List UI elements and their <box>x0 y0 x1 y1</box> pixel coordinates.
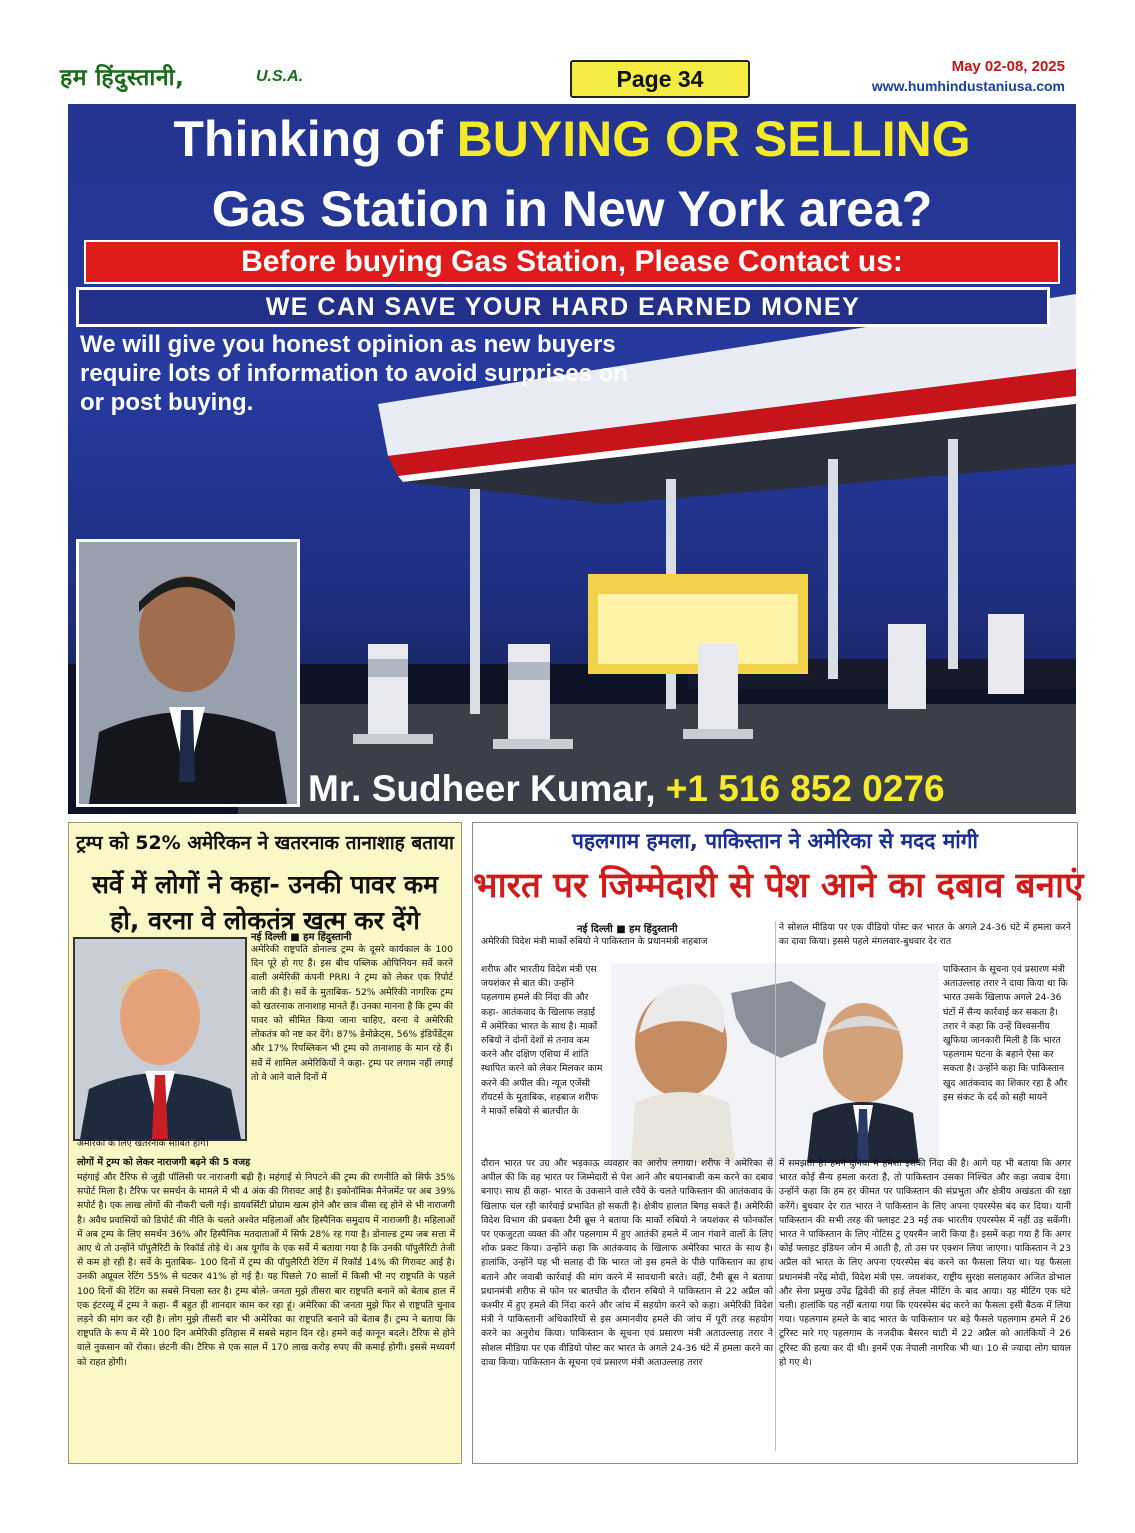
article-intro: अमेरिकी विदेश मंत्री मार्को रुबियो ने पाकिस्तान के प्रधानमंत्री शहबाज <box>481 936 708 947</box>
article-dateline: नई दिल्ली ■ हम हिंदुस्तानी <box>577 924 678 935</box>
article-text-column: पाकिस्तान के सूचना एवं प्रसारण मंत्री अताउल्लाह तरार ने दावा किया था कि भारत उसके खिलाफ अगले 24-36 घंटों में सैन्य कार्रवाई कर सकता है। तरार ने कहा कि उन्हें विश्वसनीय खुफिया जानकारी मिली है कि भारत पहलगाम घटना के बहाने ऐसा कर सकता है। उन्होंने कहा कि पाकिस्तान खुद आतंकवाद का शिकार रहा है और इस संकट के दर्द को सही मायने <box>943 964 1068 1103</box>
article-text-column: शरीफ और भारतीय विदेश मंत्री एस जयशंकर से बात की। उन्होंने पहलगाम हमले की निंदा की और कहा- आतंकवाद के खिलाफ लड़ाई में अमेरिका भारत के साथ है। मार्को रुबियो ने दोनों देशों से तनाव कम करने और दक्षिण एशिया में शांति स्थापित करने को लेकर मिलकर काम करने की अपील की। न्यूज एजेंसी रॉयटर्स के मुताबिक, शहबाज शरीफ ने मार्को रुबियो से बातचीत के <box>481 964 603 1118</box>
ad-headline-line2: Gas Station in New York area? <box>211 181 933 237</box>
newspaper-region: U.S.A. <box>256 68 304 85</box>
person-portrait-icon <box>79 542 297 804</box>
ad-headline-line1 <box>68 110 1076 168</box>
article-headline: भारत पर जिम्मेदारी से पेश आने का दबाव बनाएं <box>473 866 1084 906</box>
trump-photo <box>73 937 247 1141</box>
masthead <box>60 56 1075 104</box>
ad-headline-prefix: Thinking of <box>173 111 443 167</box>
ad-body-text: We will give you honest opinion as new buyers require lots of information to avoid surprises on or post buying. <box>80 331 629 416</box>
ad-contact-banner: Before buying Gas Station, Please Contact us: <box>84 240 1060 284</box>
column-divider <box>775 921 776 1451</box>
article-text-column: अमेरिकी राष्ट्रपति डोनाल्ड ट्रम्प के दूसरे कार्यकाल के 100 दिन पूरे हो गए हैं। इस बीच पब्लिक ओपिनियन सर्वे करने वाली अमेरिकी कंपनी PRRI ने ट्रम्प को लेकर एक रिपोर्ट जारी की है। सर्वे के मुताबिक- 52% अमेरिकी नागरिक ट्रम्प को खतरनाक तानाशाह मानते हैं। उनका मानना है कि ट्रम्प की पावर को सीमित किया जाना चाहिए, वरना वे अमेरिकी लोकतंत्र को नष्ट कर देंगे। 87% डेमोक्रेट्स, 56% इंडिपेंडेंट्स और 17% रिपब्लिकन भी ट्रम्प को तानाशाह के मान रहे हैं। सर्वे में शामिल अमेरिकियों ने कहा- ट्रम्प पर लगाम नहीं लगाई तो वे आने वाले दिनों में <box>251 944 453 1083</box>
ad-contact-line <box>308 768 1068 810</box>
article-headline: सर्वे में लोगों ने कहा- उनकी पावर कम हो, वरना वे लोकतंत्र खत्म कर देंगे <box>91 870 439 935</box>
article-text-column: दौरान भारत पर उग्र और भड़काऊ व्यवहार का आरोप लगाया। शरीफ ने अमेरिका से अपील की कि वह भारत पर जिम्मेदारी से पेश आने और बयानबाजी कम करने का दबाव बनाए। साथ ही कहा- भारत के उकसाने वाले रवैये के चलते पाकिस्तान की आतंकवाद के खिलाफ चल रही कार्रवाई प्रभावित हो सकती है। क्षेत्रीय हालात बिगड़ सकते हैं। अमेरिकी विदेश विभाग की प्रवक्ता टैमी ब्रूस ने बताया कि मार्को रुबियो ने जयशंकर से फोनकॉल पर एकजुटता व्यक्त की और पहलगाम में हुए आतंकी हमले में जान गंवाने वालों के लिए शोक प्रकट किया। उन्होंने कहा कि आतंकवाद के खिलाफ अमेरिका भारत के साथ है। हालांकि, उन्होंने यह भी सलाह दी कि भारत जो इस हमले के पीछे पाकिस्तान का हाथ बताने और जवाबी कार्रवाई की मांग करने में सावधानी बरते। वहीं, टैमी ब्रूस ने बताया प्रधानमंत्री शरीफ से फोन पर बातचीत के दौरान रुबियो ने पाकिस्तान से 22 अप्रैल को कश्मीर में हुए हमले की निंदा करने और जांच में सहयोग करने को कहा। अमेरिकी विदेश मंत्री ने पाकिस्तानी अधिकारियों से इस अमानवीय हमले की जांच में पूरी तरह सहयोग करने का अनुरोध किया। पाकिस्तान के सूचना एवं प्रसारण मंत्री अताउल्लाह तरार ने सोशल मीडिया पर एक वीडियो पोस्ट कर भारत के अगले 24-36 घंटे में हमला करने का दावा किया। पाकिस्तान के सूचना एवं प्रसारण मंत्री अताउल्लाह तरार <box>481 1158 773 1368</box>
newspaper-title: हम हिंदुस्तानी, <box>60 65 185 91</box>
ad-headline-highlight: BUYING OR SELLING <box>456 111 971 167</box>
article-text-column: ने सोशल मीडिया पर एक वीडियो पोस्ट कर भारत के अगले 24-36 घंटे में हमला करने का दावा किया। इससे पहले मंगलवार-बुधवार देर रात <box>779 922 1071 948</box>
article-kicker: पहलगाम हमला, पाकिस्तान ने अमेरिका से मदद मांगी <box>571 829 978 853</box>
issue-date: May 02-08, 2025 <box>951 58 1065 75</box>
website-url: www.humhindustaniusa.com <box>871 78 1065 94</box>
article-dateline: नई दिल्ली ■ हम हिंदुस्तानी <box>251 932 352 943</box>
trump-survey-article <box>68 822 462 1464</box>
article-body: महंगाई और टैरिफ से जुड़ी पॉलिसी पर नाराजगी बढ़ी है। महंगाई से निपटने की ट्रम्प की रणनीति को सिर्फ 35% सपोर्ट मिला है। टैरिफ पर समर्थन के मामले में भी 4 अंक की गिरावट आई है। इकोनॉमिक मैनेजमेंट पर अब 39% सपोर्ट है। एक लाख लोगों की नौकरी चली गई। डायवर्सिटी प्रोग्राम खत्म होने और छात्र वीसा रद्द होने से भी नाराजगी है। अवैध प्रवासियों को डिपोर्ट की नीति के चलते अश्वेत महिलाओं और हिस्पैनिक समुदाय में नाराजगी है। महिलाओं में अब ट्रम्प के लिए समर्थन 36% और हिस्पैनिक मतदाताओं में सिर्फ 28% रह गया है। डोनाल्ड ट्रम्प जब सत्ता में आए थे तो उन्होंने पॉपुलैरिटी के रिकॉर्ड तोड़े थे। अब यूगॉव के एक सर्वे में बताया गया है कि उनकी पॉपुलैरिटी तेजी से कम हो रही है। सर्वे के मुताबिक- 100 दिनों में ट्रम्प की पॉपुलैरिटी रेटिंग में रिकॉर्ड 14% की गिरावट आई है। उनकी अप्रूवल रेटिंग 55% से घटकर 41% हो गई है। यह पिछले 70 सालों में किसी भी नए राष्ट्रपति के पहले 100 दिनों की रेटिंग का सबसे निचला स्तर है। ट्रम्प बोले- जनता मुझे तीसरा बार राष्ट्रपति बनाने को बेताब हाल में एक इंटरव्यू में ट्रम्प ने कहा- मैं बहुत ही शानदार काम कर रहा हूं। अमेरिका की जनता मुझे फिर से राष्ट्रपति चुनाव लड़ने की मांग कर रही है। लोग मुझे तीसरी बार भी अमेरिका का राष्ट्रपति बनाने को बेताब हैं। ट्रम्प ने बताया कि राष्ट्रपति के रूप में मेरे 100 दिन अमेरिकी इतिहास में सबसे महान दिन रहे। हमने कई कानून बदले। टैरिफ से होने वाले नुकसान को रोका। छंटनी की। टैरिफ से एक साल में 170 लाख करोड़ रुपए की कमाई होगी। इससे मध्यवर्ग को राहत होगी। <box>77 1172 455 1368</box>
person-portrait-icon <box>75 939 245 1139</box>
page-number-badge: Page 34 <box>570 60 750 98</box>
gas-station-advertisement <box>68 104 1076 814</box>
ad-savings-banner: WE CAN SAVE YOUR HARD EARNED MONEY <box>76 287 1050 327</box>
article-text-continuation: अमेरिका के लिए खतरनाक साबित होंगे। <box>77 1138 209 1149</box>
article-text-column: में समझता है। हमने दुनिया में हमेशा इसकी निंदा की है। आगे यह भी बताया कि अगर भारत कोई सैन्य हमला करता है, तो पाकिस्तान उसका निश्चित और कड़ा जवाब देगा। उन्होंने कहा कि हम हर कीमत पर पाकिस्तान की संप्रभुता और क्षेत्रीय अखंडता की रक्षा करेंगे। बुधवार देर रात भारत ने पाकिस्तान के लिए अपना एयरस्पेस बंद कर दिया। यानी पाकिस्तान की सभी तरह की फ्लाइट 23 मई तक भारतीय एयरस्पेस में नहीं उड़ सकेंगी। भारत ने पाकिस्तान के लिए नोटिस टु एयरमैन जारी किया है। इसमें कहा गया है कि अगर कोई फ्लाइट इंडियन जोन में आती है, तो उस पर एक्शन लिया जाएगा। पाकिस्तान ने 23 अप्रैल को भारत के लिए अपना एयरस्पेस बंद करने का फैसला लिया था। यह फैसला प्रधानमंत्री नरेंद्र मोदी, विदेश मंत्री एस. जयशंकर, राष्ट्रीय सुरक्षा सलाहकार अजित डोभाल और सेना प्रमुख उपेंद्र द्विवेदी की हाई लेवल मीटिंग के बाद आया। यह मीटिंग एक घंटे चली। हालांकि यह नहीं बताया गया कि एयरस्पेस बंद करने का फैसला इसी बैठक में लिया गया। पहलगाम हमले के बाद भारत के पाकिस्तान पर बड़े फैसले पहलगाम हमले में 26 टूरिस्ट मारे गए पहलगाम के नजदीक बैसरन घाटी में 22 अप्रैल को आतंकियों ने 26 टूरिस्ट की हत्या कर दी थी। इनमें एक नेपाली नागरिक भी था। 10 से ज्यादा लोग घायल हो गए थे। <box>779 1158 1071 1368</box>
article-subheading: लोगों में ट्रम्प को लेकर नाराजगी बढ़ने की 5 वजह <box>77 1157 251 1168</box>
article-kicker: ट्रम्प को 52% अमेरिकन ने खतरनाक तानाशाह बताया <box>76 832 454 854</box>
contact-phone[interactable]: +1 516 852 0276 <box>665 768 945 809</box>
advertiser-photo <box>76 539 300 807</box>
contact-name: Mr. Sudheer Kumar, <box>308 768 656 809</box>
pahalgam-article <box>472 822 1084 1464</box>
